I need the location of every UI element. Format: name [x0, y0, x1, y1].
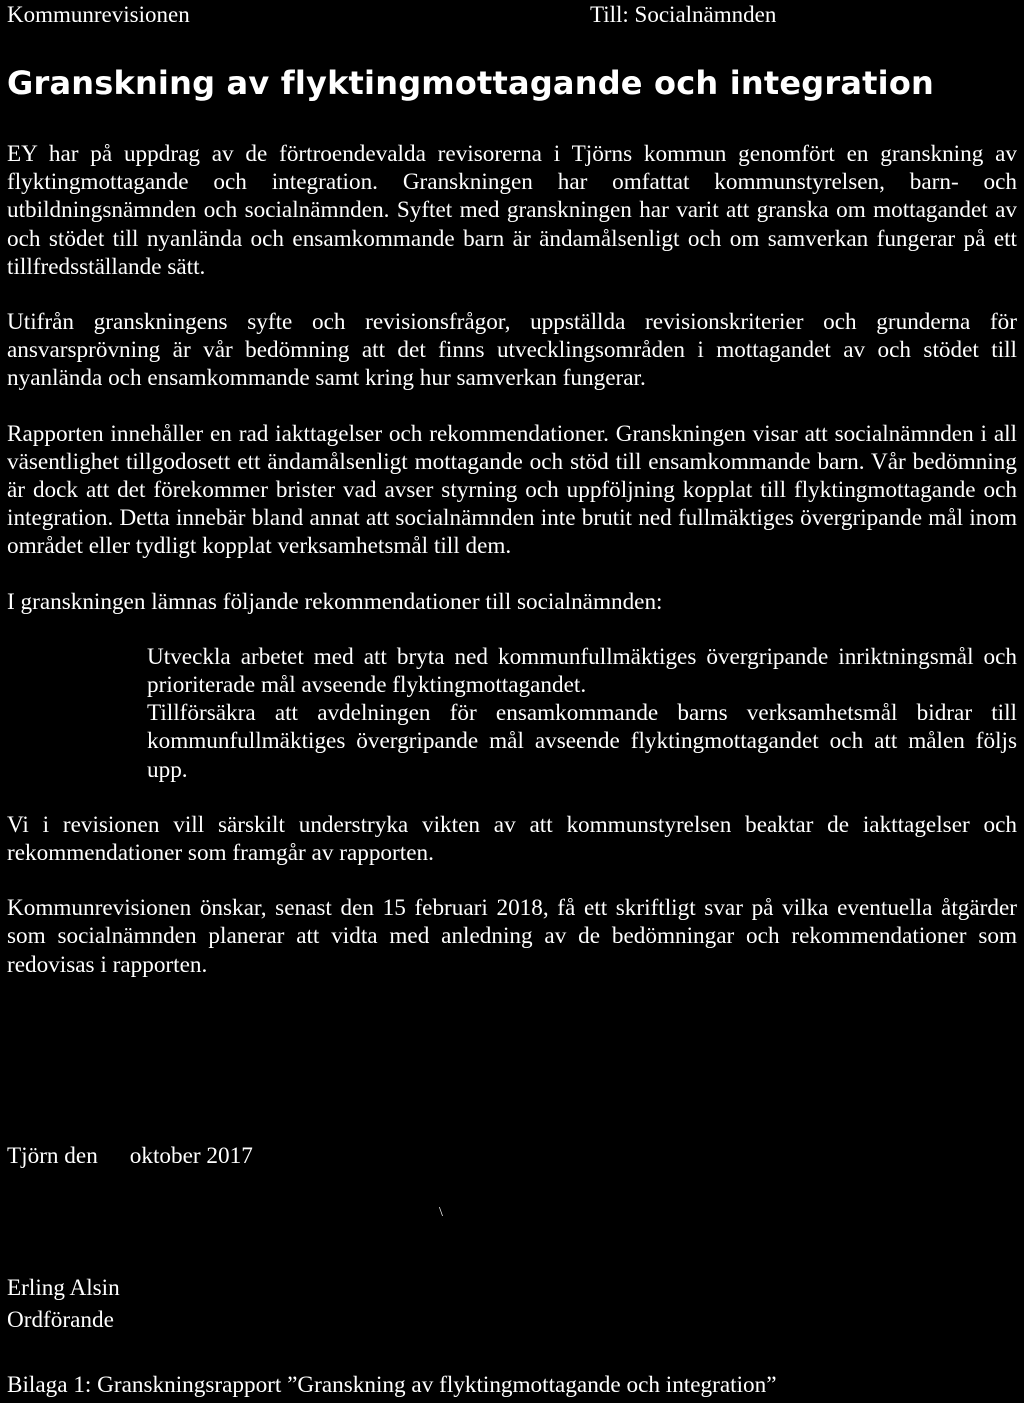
recipient-label: Till: Socialnämnden [590, 2, 777, 27]
signatory-role: Ordförande [7, 1307, 114, 1333]
letter-header [7, 2, 1017, 34]
paragraph-intro: EY har på uppdrag av de förtroendevalda revisorerna i Tjörns kommun genomfört en granskning av flyktingmottagande och integration. Granskningen har omfattat kommunstyrelsen, barn- och utbildningsnämnden och socialnämnden. Syftet med granskningen har varit att granska om mottagandet av och stödet till nyanlända och ensamkommande barn är ändamålsenligt och om samverkan fungerar på ett tillfredsställande sätt. [7, 141, 1017, 280]
recommendation-item: Tillförsäkra att avdelningen för ensamkommande barns verksamhetsmål bidrar till kommunfullmäktiges övergripande mål avseende flyktingmottagandet och att målen följs upp. [147, 700, 1017, 783]
date-place: Tjörn den [7, 1143, 98, 1169]
sender-label: Kommunrevisionen [7, 2, 190, 27]
document-body [7, 140, 1017, 1006]
document-title: Granskning av flyktingmottagande och integration [7, 64, 934, 102]
paragraph-recommendations-intro: I granskningen lämnas följande rekommendationer till socialnämnden: [7, 588, 663, 615]
paragraph-findings: Rapporten innehåller en rad iakttagelser och rekommendationer. Granskningen visar att socialnämnden i all väsentlighet tillgodosett ett ändamålsenligt mottagande och stöd till ensamkommande barn. Vår bedömning är dock att det förekommer brister vad avser styrning och uppföljning kopplat till flyktingmottagande och integration. Detta innebär bland annat att socialnämnden inte brutit ned fullmäktiges övergripande mål inom området eller tydligt kopplat verksamhetsmål till dem. [7, 420, 1017, 560]
paragraph-emphasis: Vi i revisionen vill särskilt understryka vikten av att kommunstyrelsen beaktar de iakttagelser och rekommendationer som framgår av rapporten. [7, 811, 1017, 867]
stray-mark: \ [439, 1205, 443, 1220]
recommendation-list [7, 643, 1017, 784]
signatory-name: Erling Alsin [7, 1275, 120, 1301]
date-line [7, 1143, 253, 1170]
signature-block [7, 1272, 120, 1336]
date-month: oktober 2017 [129, 1143, 253, 1169]
attachment-note: Bilaga 1: Granskningsrapport ”Granskning av flyktingmottagande och integration” [7, 1372, 777, 1398]
paragraph-assessment: Utifrån granskningens syfte och revisionsfrågor, uppställda revisionskriterier och grunderna för ansvarsprövning är vår bedömning att det finns utvecklingsområden i mottagandet av och stödet till nyanlända och ensamkommande samt kring hur samverkan fungerar. [7, 309, 1017, 392]
recommendation-item: Utveckla arbetet med att bryta ned kommunfullmäktiges övergripande inriktningsmål och prioriterade mål avseende flyktingmottagandet. [147, 643, 1017, 699]
paragraph-response-request: Kommunrevisionen önskar, senast den 15 februari 2018, få ett skriftligt svar på vilka eventuella åtgärder som socialnämnden planerar att vidta med anledning av de bedömningar och rekommendationer som redovisas i rapporten. [7, 895, 1017, 978]
